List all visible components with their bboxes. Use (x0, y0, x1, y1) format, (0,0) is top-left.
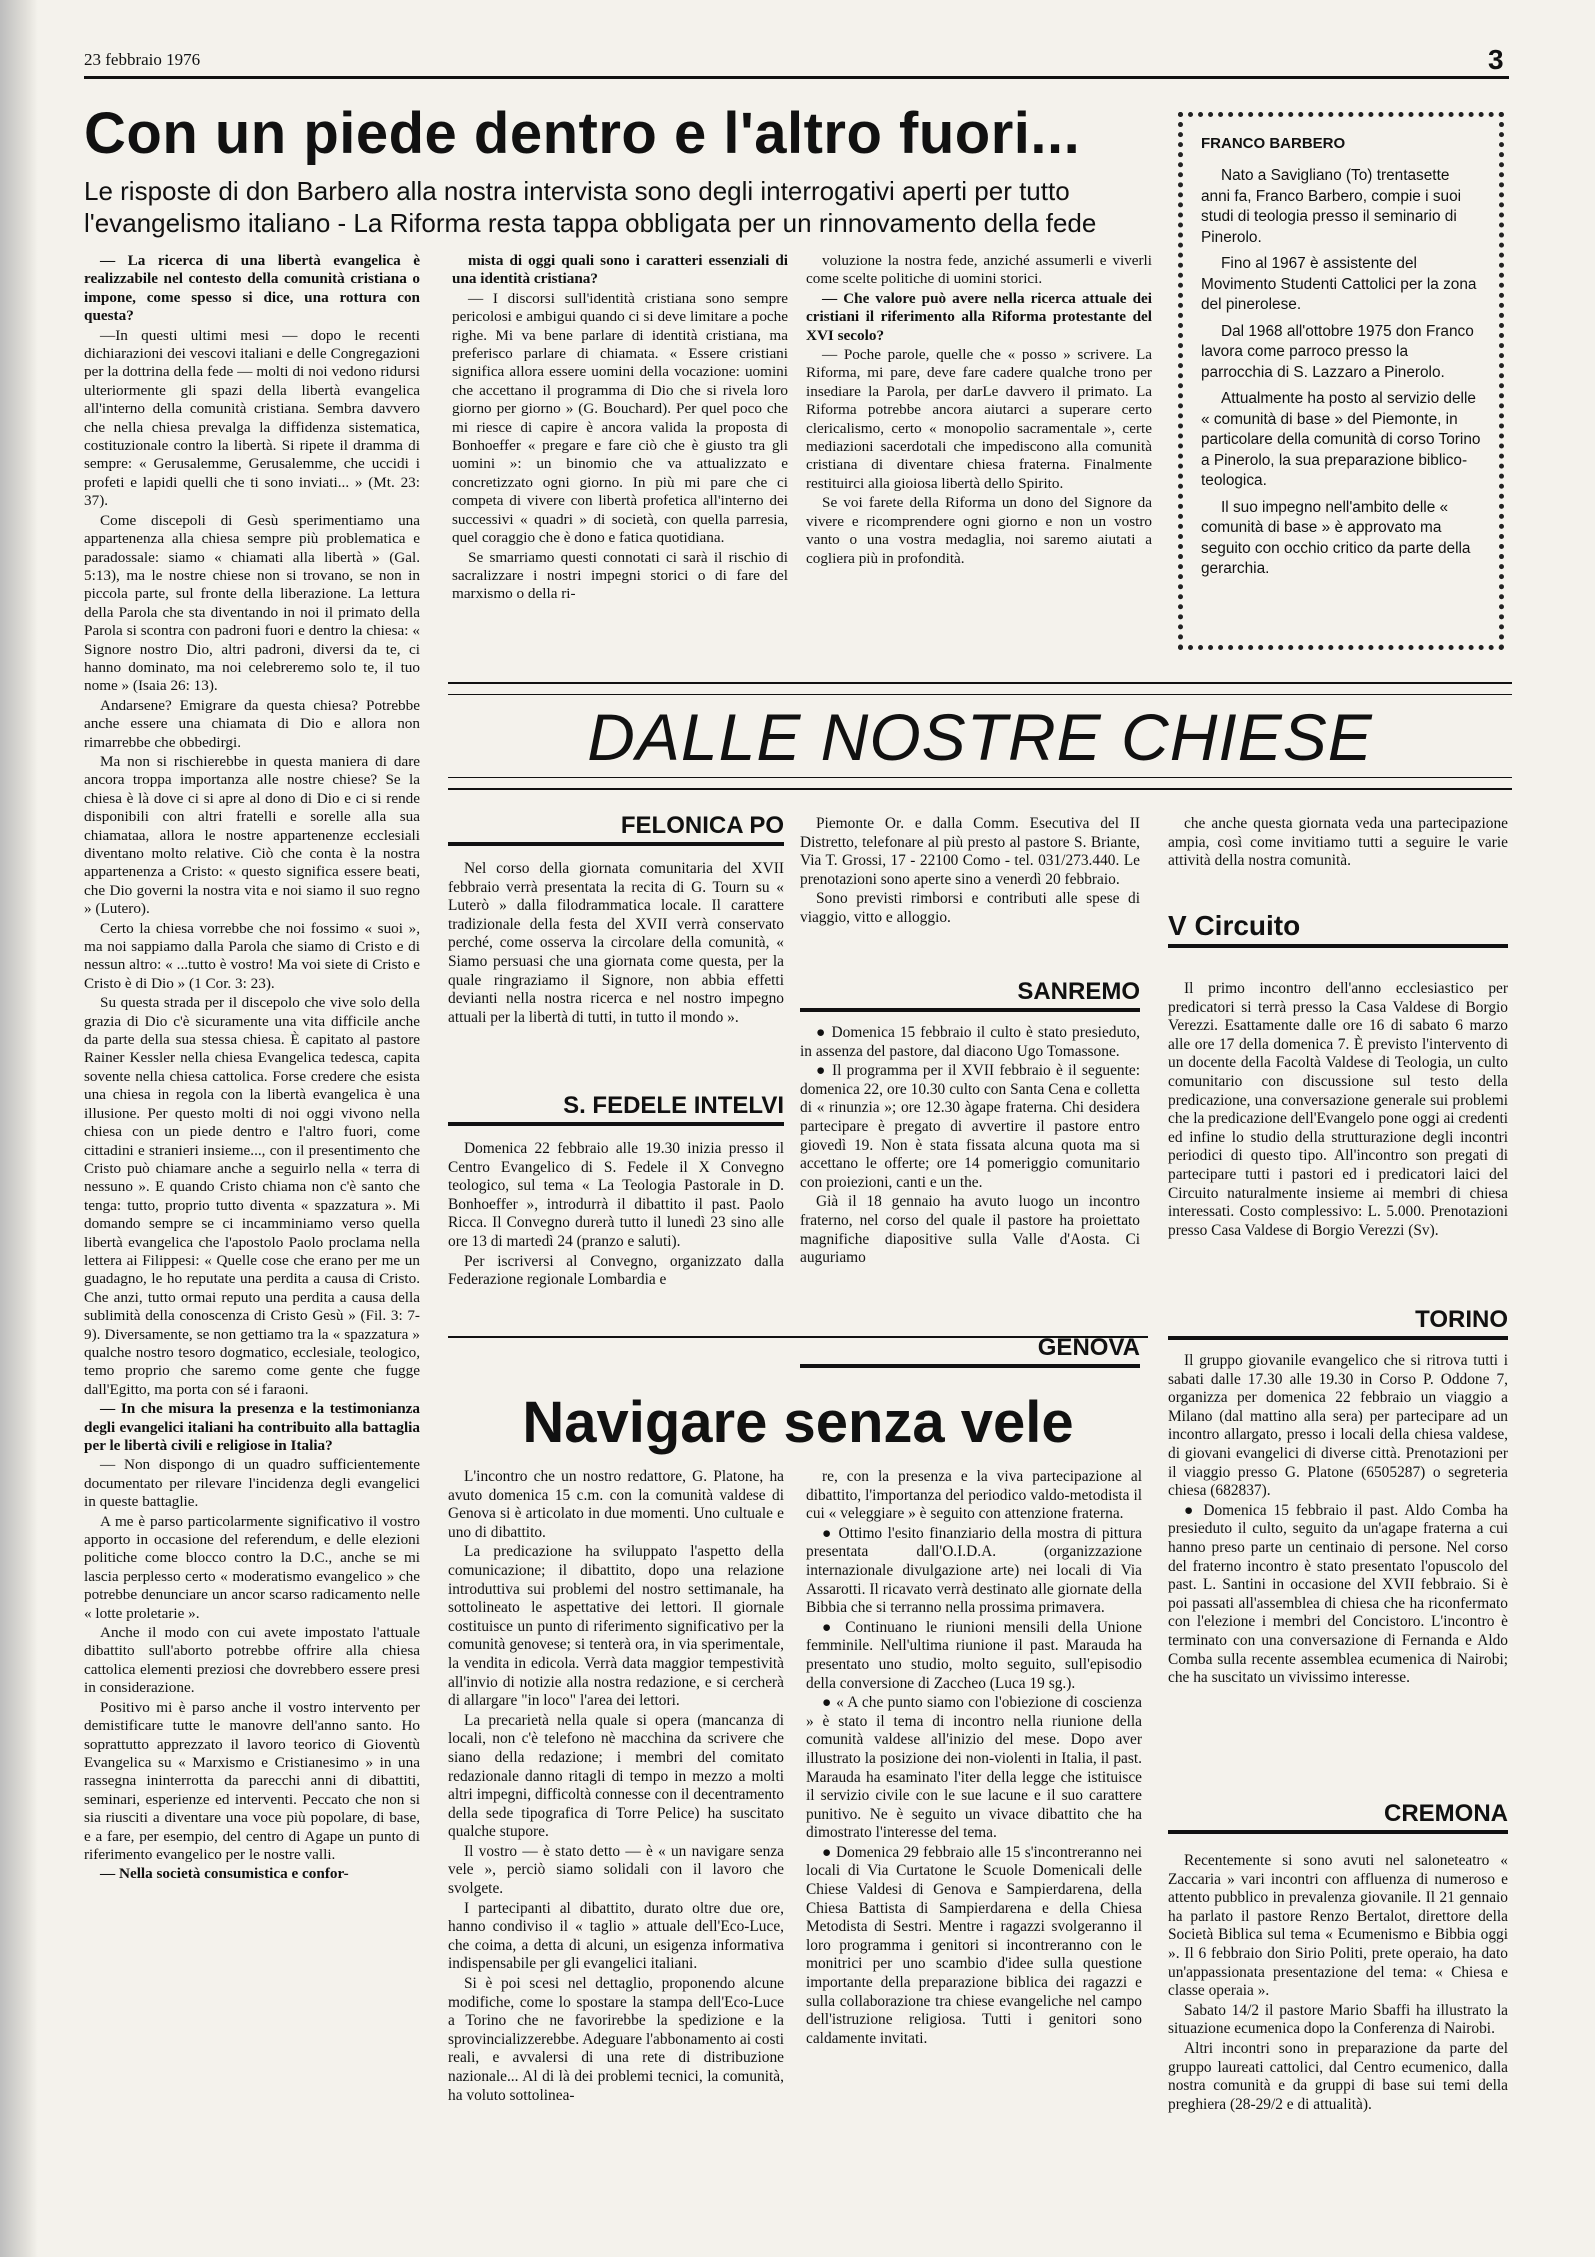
article-headline: Con un piede dentro e l'altro fuori... (84, 101, 1081, 166)
banner-title: DALLE NOSTRE CHIESE (587, 700, 1373, 774)
paragraph: Su questa strada per il discepolo che vive solo della grazia di Dio c'è sicuramente una vita difficile anche da parte della sua stessa chiesa. È capitato al pastore Rainer Kessler nella chiesa Evangelica tedesca, capita sovente nella chiesa cattolica. Forse credere che esista una chiesa in regola con la libertà evangelica è una illusione. Per questo molti di noi oggi vivono nella chiesa con un piede dentro e l'altro fuori, come cittadini e stranieri insieme..., con il presentimento che Cristo può chiamare anche a seguirlo nella « terra di nessuno ». E quando Cristo chiama non c'è santo che tenga: tutto, proprio tutto diventa « spazzatura ». Mi domando sempre se ci incamminiamo verso quella libertà evangelica che l'apostolo Paolo proclama nella lettera ai Filippesi: « Quelle cose che erano per me un guadagno, le ho reputate una perdita a causa di Cristo. Che anzi, tutto ormai reputo una perdita a causa della sublimità della conoscenza di Cristo Gesù » (Fil. 3: 7-9). Diversamente, se non gettiamo tra la « spazzatura » qualche nostro tesoro dogmatico, ecclesiale, teologico, temo proprio che saremo come gente che fugge dall'Egitto, ma porta con sé i faraoni. (84, 994, 420, 1398)
paragraph: ● Ottimo l'esito finanziario della mostra di pittura presentata dall'O.I.D.A. (organizzazione internazionale divulgazione arte) nei locali di Via Assarotti. Il ricavato verrà destinato alle giornate della Bibbia che si terranno nella prossima primavera. (806, 1524, 1142, 1617)
paragraph: ● Continuano le riunioni mensili della Unione femminile. Nell'ultima riunione il past. Marauda ha presentato uno studio, molto seguito, sull'episodio della conversione di Zaccheo (Luca 19 sg.). (806, 1618, 1142, 1692)
heading-sfedele: S. FEDELE INTELVI (448, 1092, 784, 1126)
paragraph: Già il 18 gennaio ha avuto luogo un incontro fraterno, nel corso del quale il pastore ha proiettato magnifiche diapositive sulla Valle d'Aosta. Ci auguriamo (800, 1193, 1140, 1267)
page-number: 3 (1488, 44, 1504, 75)
paragraph: La predicazione ha sviluppato l'aspetto della comunicazione; il dibattito, dopo una relazione introduttiva sui problemi del nostro settimanale, ha sottolineato le aspettative dei lettori. Il giornale costituisce un punto di riferimento significativo per la comunità genovese; si tenterà ora, in via sperimentale, la vendita in edicola. Verrà data maggior tempestività all'invio di notizie alla nostra redazione, e si cercherà di allargare "in loco" l'area dei lettori. (448, 1543, 784, 1710)
paragraph: ● Il programma per il XVII febbraio è il seguente: domenica 22, ore 10.30 culto con Santa Cena e colletta di « rinunzia »; ore 12.30 àgape fraterna. Chi desidera partecipare è pregato di avvertire il pastore entro giovedì 19. Non è stata fissata alcuna quota ma si accettano le offerte; ore 14 pomeriggio comunitario con proiezioni, canti e un the. (800, 1062, 1140, 1191)
paragraph: Fino al 1967 è assistente del Movimento Studenti Cattolici per la zona del pinerolese. (1201, 255, 1477, 313)
paragraph: ● Domenica 15 febbraio il past. Aldo Comba ha presieduto il culto, seguito da un'agape fraterna a cui hanno preso parte un centinaio di persone. Nel corso del fraterno incontro è stato presentato l'opuscolo del past. L. Santini in occasione del XVII febbraio. Si è poi passati all'assemblea di chiesa che ha riconfermato con l'elezione i membri del Concistoro. L'incontro è terminato con una conversazione di Fernanda e Aldo Comba sulla recente assemblea ecumenica di Nairobi; che ha suscitato un vivissimo interesse. (1168, 1501, 1508, 1687)
paragraph: ● Domenica 29 febbraio alle 15 s'incontreranno nei locali di Via Curtatone le Scuole Domenicali delle Chiese Valdesi di Genova e Sampierdarena, della Chiesa Battista di Sampierdarena e della Chiesa Metodista di Sestri. Mentre i ragazzi svolgeranno il loro programma i genitori si incontreranno con le monitrici per uno scambio d'idee sulla questione importante della preparazione biblica dei ragazzi e sulla collaborazione tra chiese evangeliche nel campo dell'istruzione religiosa. Tutti i genitori sono caldamente invitati. (806, 1843, 1142, 2047)
right-top-text: che anche questa giornata veda una partecipazione ampia, così come invitiamo tutti a seguire le varie attività della nostra comunità. (1168, 815, 1508, 870)
heading-torino: TORINO (1168, 1306, 1508, 1340)
section-banner (448, 682, 1512, 790)
paragraph: — In che misura la presenza e la testimonianza degli evangelici italiani ha contribuito alla battaglia per le libertà civili e religiose in Italia? (84, 1400, 420, 1454)
felonica-text: Nel corso della giornata comunitaria del XVII febbraio verrà presentata la recita di G. Tourn su « Luterò » dalla filodrammatica locale. Il carattere tradizionale della festa del XVII verrà conservato perché, come osserva la circolare della comunità, « Siamo persuasi che una giornata come questa, per la quale ringraziamo il Signore, non abbia effetti devianti nella nostra ricerca e nel nostro impegno attuali per la libertà di tutti, in tutto il mondo ». (448, 860, 784, 1026)
scan-edge-shadow (0, 0, 38, 2257)
paragraph: Domenica 22 febbraio alle 19.30 inizia presso il Centro Evangelico di S. Fedele il X Convegno teologico, sul tema « La Teologia Pastorale in D. Bonhoeffer », introdurrà il dibattito il past. Paolo Ricca. Il Convegno durerà tutto il lunedì 23 sino alle ore 13 di martedì 24 (pranzo e saluti). (448, 1140, 784, 1250)
genova-column-1 (448, 1468, 784, 2238)
paragraph: —In questi ultimi mesi — dopo le recenti dichiarazioni dei vescovi italiani e delle Congregazioni per la dottrina della fede — molti di noi vedono ridursi ulteriormente gli spazi della libertà evangelica all'interno della comunità cristiana. Sembra davvero che nella chiesa prevalga la diffidenza sistematica, costituzionale contro la libertà. Si ripete il dramma di sempre: « Gerusalemme, Gerusalemme, che uccidi i profeti e lapidi quelli che ti sono inviati... » (Mt. 23: 37). (84, 326, 420, 510)
paragraph: Se smarriamo questi connotati ci sarà il rischio di sacralizzare i nostri impegni storici o di fare del marxismo o della ri- (452, 548, 788, 603)
paragraph: ● « A che punto siamo con l'obiezione di coscienza » è stato il tema di incontro nella riunione della comunità valdese all'inizio del mese. Dopo aver illustrato la posizione dei non-violenti in Italia, il past. Marauda ha esaminato l'iter della legge che istituisce il servizio civile con le sue lacune e il suo carattere punitivo. Ne è seguito un vivace dibattito che ha dimostrato l'interesse del tema. (806, 1694, 1142, 1842)
paragraph: ● Domenica 15 febbraio il culto è stato presieduto, in assenza del pastore, dal diacono Ugo Tomassone. (800, 1024, 1140, 1060)
heading-circuito: V Circuito (1168, 910, 1508, 948)
sfedele-text (448, 1140, 784, 1326)
paragraph: La precarietà nella quale si opera (mancanza di locali, non c'è telefono nè macchina da scrivere che siano della redazione; i membri del comitato redazionale danno ritagli di tempo in mezzo a molti altri impegni, difficoltà connesse con il decentramento della sede tipografica di Torre Pelice) ha suscitato qualche stupore. (448, 1711, 784, 1841)
article-column-1 (84, 252, 420, 2242)
paragraph: Se voi farete della Riforma un dono del Signore da vivere e ricomprendere ogni giorno e non un vostro vanto o una vostra medaglia, noi saremo aiutati a cogliera più in profondità. (806, 494, 1152, 567)
distretto-text (800, 815, 1140, 965)
paragraph: Andarsene? Emigrare da questa chiesa? Potrebbe anche essere una chiamata di Dio e allora non rimarrebbe che obbedirgi. (84, 696, 420, 751)
bio-box (1178, 112, 1504, 650)
paragraph: voluzione la nostra fede, anziché assumerli e viverli come scelte politiche di uomini storici. (806, 252, 1152, 288)
paragraph: Certo la chiesa vorrebbe che noi fossimo « suoi », ma noi sappiamo dalla Parola che siamo di Cristo e di nessun altro: « ...tutto è vostro! Ma voi siete di Cristo e Cristo è di Dio » (1 Cor. 3: 23). (84, 919, 420, 992)
paragraph: L'incontro che un nostro redattore, G. Platone, ha avuto domenica 15 c.m. con la comunità valdese di Genova si è articolato in due momenti. Uno cultuale e uno di dibattito. (448, 1468, 784, 1541)
genova-column-2 (806, 1468, 1142, 2238)
paragraph: Ma non si rischierebbe in questa maniera di dare ancora troppa importanza alle nostre chiese? Se la chiesa è là dove ci si apre al dono di Dio e ci si rende disponibili con altri fratelli e sorelle alla sua chiamataa, allora le nostre appartenenze ecclesiali diventano molto relative. Ciò che conta è la nostra appartenenza a Cristo: « questo significa essere beati, che Dio governi la nostra vita e noi siamo il suo regno » (Lutero). (84, 752, 420, 918)
paragraph: Dal 1968 all'ottobre 1975 don Franco lavora come parroco presso la parrocchia di S. Lazzaro a Pinerolo. (1201, 322, 1474, 381)
paragraph: — Che valore può avere nella ricerca attuale dei cristiani il riferimento alla Riforma protestante del XVI secolo? (806, 289, 1152, 344)
cremona-text (1168, 1852, 1508, 2232)
paragraph: I partecipanti al dibattito, durato oltre due ore, hanno condiviso il « taglio » attuale dell'Eco-Luce, che coima, a detta di alcuni, un esigenza informativa indispensabile per gli evangelici italiani. (448, 1899, 784, 1973)
paragraph: Per iscriversi al Convegno, organizzato dalla Federazione regionale Lombardia e (448, 1252, 784, 1289)
paragraph: Sabato 14/2 il pastore Mario Sbaffi ha illustrato la situazione ecumenica dopo la Conferenza di Nairobi. (1168, 2001, 1508, 2038)
paragraph: — I discorsi sull'identità cristiana sono sempre pericolosi e ambigui quando ci si deve limitare a poche righe. Mi va bene parlare di identità cristiana, ma preferisco parlare di chiamata. « Essere cristiani significa allora essere uomini della vocazione: uomini che accettano il programma di Dio che si rivela loro giorno per giorno » (G. Bouchard). Per quel poco che mi riesce di capire è ancora valida la proposta di Bonhoeffer « pregare e fare ciò che è giusto tra gli uomini »: un binomio che va attualizzato e concretizzato ogni giorno. In più mi pare che ci competa di vivere con libertà profetica all'interno dei successivi « quadri » di società, con quella parresia, quel coraggio che è dono e fatica quotidiana. (452, 289, 788, 547)
paragraph: — Non dispongo di un quadro sufficientemente documentato per rilevare l'incidenza degli evangelici in queste battaglie. (84, 1456, 420, 1511)
circuito-text: Il primo incontro dell'anno ecclesiastico per predicatori si terrà presso la Casa Valdese di Borgio Verezzi. Esattamente dalle ore 16 di sabato 6 marzo alle ore 17 della domenica 7. È previsto l'intervento di un docente della Facoltà Valdese di Teologia, un culto comunitario con discussione sul testo della predicazione, una conversazione generale sui problemi che la predicazione dell'Evangelo pone oggi ai credenti ed infine lo studio della strutturazione degli incontri periodici di questo tipo. All'incontro son pregati di partecipare tutti i pastori ed i predicatori laici del Circuito naturalmente insieme ai membri di chiesa interessati. Costo complessivo: L. 5.000. Prenotazioni presso Casa Valdese di Borgio Verezzi (Sv). (1168, 980, 1508, 1239)
genova-headline: Navigare senza vele (522, 1390, 1074, 1455)
paragraph: — Nella società consumistica e confor- (100, 1865, 349, 1883)
heading-cremona: CREMONA (1168, 1800, 1508, 1834)
sanremo-text (800, 1024, 1140, 1326)
paragraph: Il vostro — è stato detto — è « un navigare senza vele », perciò siamo solidali con il lavoro che svolgete. (448, 1842, 784, 1898)
article-column-2 (452, 252, 788, 662)
paragraph: — La ricerca di una libertà evangelica è realizzabile nel contesto della comunità cristiana o impone, come spesso si dice, una rottura con questa? (84, 252, 420, 325)
paragraph: Recentemente si sono avuti nel saloneteatro « Zaccaria » vari incontri con affluenza di numeroso e attento pubblico in prevalenza giovanile. Il 21 gennaio ha parlato il pastore Renzo Bertalot, direttore della Società Biblica sul tema « Ecumenismo e Bibbia oggi ». Il 6 febbraio don Sirio Politi, prete operaio, ha dato un'appassionata presentazione del tema: « Chiesa e classe operaia ». (1168, 1852, 1508, 2000)
paragraph: Altri incontri sono in preparazione da parte del gruppo laureati cattolici, dal Centro ecumenico, dalla nostra comunità e da gruppi di base sui temi della preghiera (28-29/2 e di attualità). (1168, 2039, 1508, 2113)
paragraph: Sono previsti rimborsi e contributi alle spese di viaggio, vitto e alloggio. (800, 890, 1140, 926)
paragraph: Anche il modo con cui avete impostato l'attuale dibattito sull'aborto potrebbe offrire alla chiesa cattolica elementi preziosi che dovrebbero essere presi in considerazione. (84, 1624, 420, 1697)
paragraph: Il suo impegno nell'ambito delle « comunità di base » è approvato ma seguito con occhio critico da parte della gerarchia. (1201, 498, 1471, 577)
issue-date: 23 febbraio 1976 (84, 50, 201, 69)
paragraph: A me è parso particolarmente significativo il vostro apporto in occasione del referendum, e delle elezioni politiche come blocco contro la D.C., anche se mi lascia perplesso certo « moderatismo evangelico » che potrebbe denunciare un ancor scarso radicamento nelle « lotte proletarie ». (84, 1512, 420, 1622)
paragraph: — Poche parole, quelle che « posso » scrivere. La Riforma, mi pare, deve fare cadere qualche trono per insediare la Parola, per darLe davvero il primato. La Riforma potrebbe ancora aiutarci a superare certo clericalismo, certo « monopolio sacramentale », certe mediazioni sacerdotali che impediscono alla comunità cristiana di diventare chiesa fraterna. Finalmente restituirci alla gioiosa libertà dello Spirito. (806, 346, 1152, 492)
bio-title: FRANCO BARBERO (1201, 135, 1346, 152)
paragraph: Positivo mi è parso anche il vostro intervento per demistificare tutte le manovre dell'anno santo. Ho soprattutto apprezzato il lavoro teorico di Gioventù Evangelica su « Marxismo e Cristianesimo » in una rassegna ininterrotta da parecchi anni di dibattiti, seminari, esperienze ed interventi. Peccato che non si sia riusciti a diventare una voce più popolare, di base, e a fare, per esempio, del centro di Agape un punto di riferimento evangelico per le nostre valli. (84, 1698, 420, 1863)
paragraph: Si è poi scesi nel dettaglio, proponendo alcune modifiche, come lo spostare la stampa dell'Eco-Luce a Torino che ne favorirebbe la spedizione e la sprovincializzerebbe. Adeguare l'abbonamento ai costi reali, e avvalersi di una rete di distribuzione nazionale... Al di là dei problemi tecnici, la comunità, ha voluto sottolinea- (448, 1975, 784, 2104)
heading-genova: GENOVA (800, 1334, 1140, 1368)
article-deck: Le risposte di don Barbero alla nostra intervista sono degli interrogativi aperti per tutto l'evangelismo italiano - La Riforma resta tappa obbligata per un rinnovamento della fede (84, 176, 1097, 238)
header-rule (84, 76, 1509, 79)
paragraph: mista di oggi quali sono i caratteri essenziali di una identità cristiana? (452, 252, 788, 288)
bio-text (1201, 166, 1481, 580)
heading-sanremo: SANREMO (800, 978, 1140, 1012)
paragraph: Nato a Savigliano (To) trentasette anni fa, Franco Barbero, compie i suoi studi di teologia presso il seminario di Pinerolo. (1201, 167, 1462, 246)
paragraph: re, con la presenza e la viva partecipazione al dibattito, l'importanza del periodico valdo-metodista il cui « veleggiare » è seguito con attenzione fraterna. (806, 1468, 1142, 1523)
paragraph: Attualmente ha posto al servizio delle « comunità di base » del Piemonte, in particolare della comunità di corso Torino a Pinerolo, la sua preparazione biblico-teologica. (1201, 390, 1481, 489)
paragraph: Piemonte Or. e dalla Comm. Esecutiva del II Distretto, telefonare al più presto al pastore S. Briante, Via T. Grossi, 17 - 22100 Como - tel. 031/273.440. Le prenotazioni sono aperte sino a venerdì 20 febbraio. (800, 815, 1140, 888)
article-column-3 (806, 252, 1152, 662)
paragraph: Come discepoli di Gesù sperimentiamo una appartenenza alla chiesa sempre più problematica e paradossale: siamo « chiamati alla libertà » (Gal. 5:13), ma le nostre chiese non si trovano, se non in piccola parte, sul fronte della liberazione. La lettura della Parola che sta diventando in noi il primato della Parola si scontra con padroni fuori e dentro la chiesa: « Signore nostro Dio, altri padroni, diversi da te, ci hanno dominato, ma noi celebreremo solo te, il tuo nome » (Isaia 26: 13). (84, 511, 420, 695)
heading-felonica: FELONICA PO (448, 812, 784, 846)
paragraph: Il gruppo giovanile evangelico che si ritrova tutti i sabati dalle 17.30 alle 19.30 in Corso P. Oddone 7, organizza per domenica 22 febbraio un viaggio a Milano (dal mattino alla sera) per partecipare ad un incontro allargato, presso i locali della chiesa valdese, di giovani evangelici di diverse città. Prenotazioni per il viaggio presso G. Platone (6505287) o segreteria chiesa (682837). (1168, 1352, 1508, 1500)
torino-text (1168, 1352, 1508, 1792)
